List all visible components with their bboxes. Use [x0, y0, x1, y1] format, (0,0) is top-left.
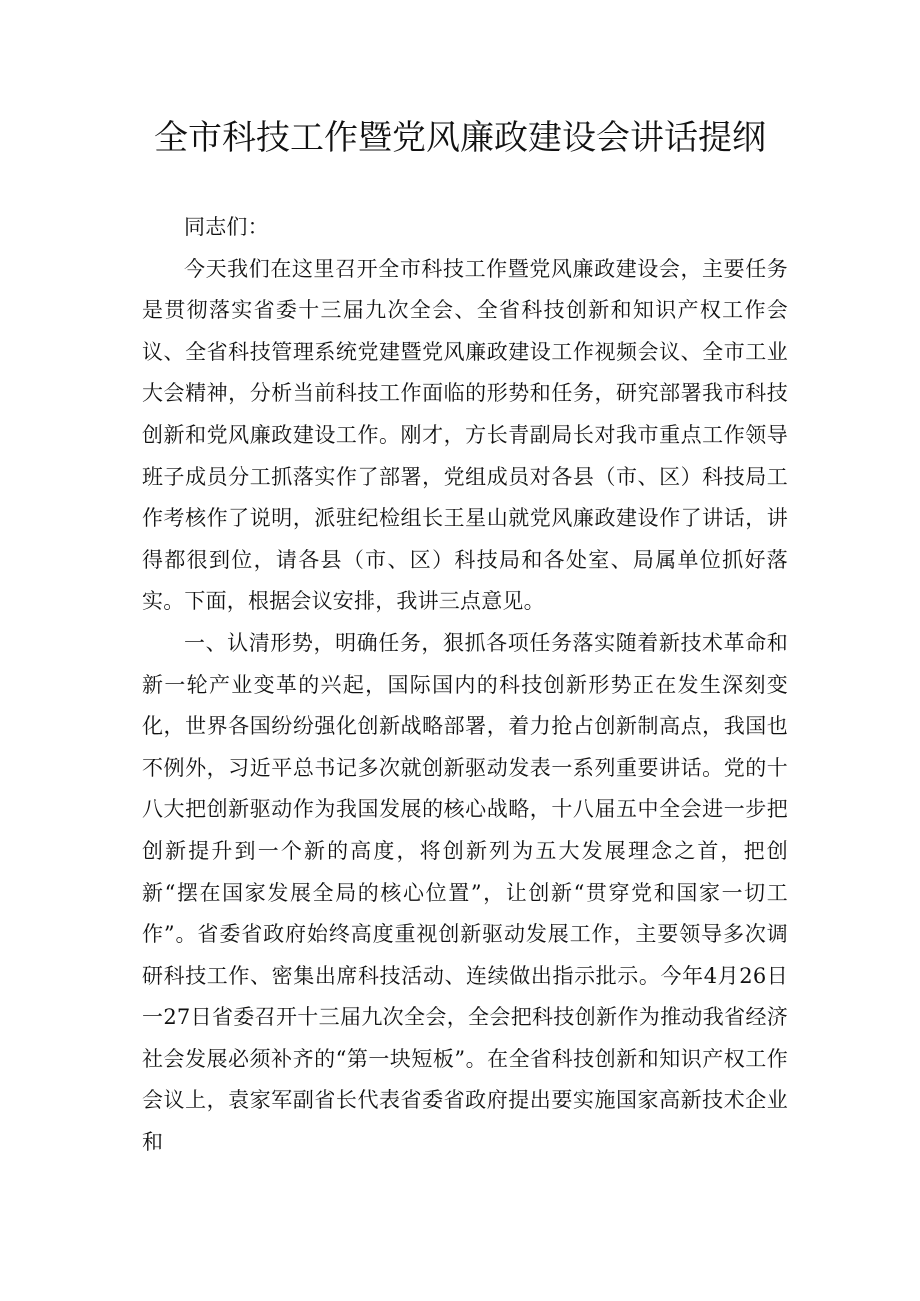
- paragraph-opening: 今天我们在这里召开全市科技工作暨党风廉政建设会，主要任务是贯彻落实省委十三届九次全会、全省科技创新和知识产权工作会议、全省科技管理系统党建暨党风廉政建设工作视频会议、全市工业大会精神，分析当前科技工作面临的形势和任务，研究部署我市科技创新和党风廉政建设工作。刚才，方长青副局长对我市重点工作领导班子成员分工抓落实作了部署，党组成员对各县（市、区）科技局工作考核作了说明，派驻纪检组长王星山就党风廉政建设作了讲话，讲得都很到位，请各县（市、区）科技局和各处室、局属单位抓好落实。下面，根据会议安排，我讲三点意见。: [142, 256, 788, 614]
- paragraph-section-one: 一、认清形势，明确任务，狠抓各项任务落实随着新技术革命和新一轮产业变革的兴起，国际国内的科技创新形势正在发生深刻变化，世界各国纷纷强化创新战略部署，着力抢占创新制高点，我国也不例外，习近平总书记多次就创新驱动发表一系列重要讲话。党的十八大把创新驱动作为我国发展的核心战略，十八届五中全会进一步把创新提升到一个新的高度，将创新列为五大发展理念之首，把创新“摆在国家发展全局的核心位置”，让创新“贯穿党和国家一切工作”。省委省政府始终高度重视创新驱动发展工作，主要领导多次调研科技工作、密集出席科技活动、连续做出指示批示。今年4月26日一27日省委召开十三届九次全会，全会把科技创新作为推动我省经济社会发展必须补齐的“第一块短板”。在全省科技创新和知识产权工作会议上，袁家军副省长代表省委省政府提出要实施国家高新技术企业和: [142, 630, 788, 1155]
- document-title: 全市科技工作暨党风廉政建设会讲话提纲: [154, 118, 766, 158]
- salutation: 同志们：: [184, 215, 269, 239]
- document-body: [142, 207, 788, 1164]
